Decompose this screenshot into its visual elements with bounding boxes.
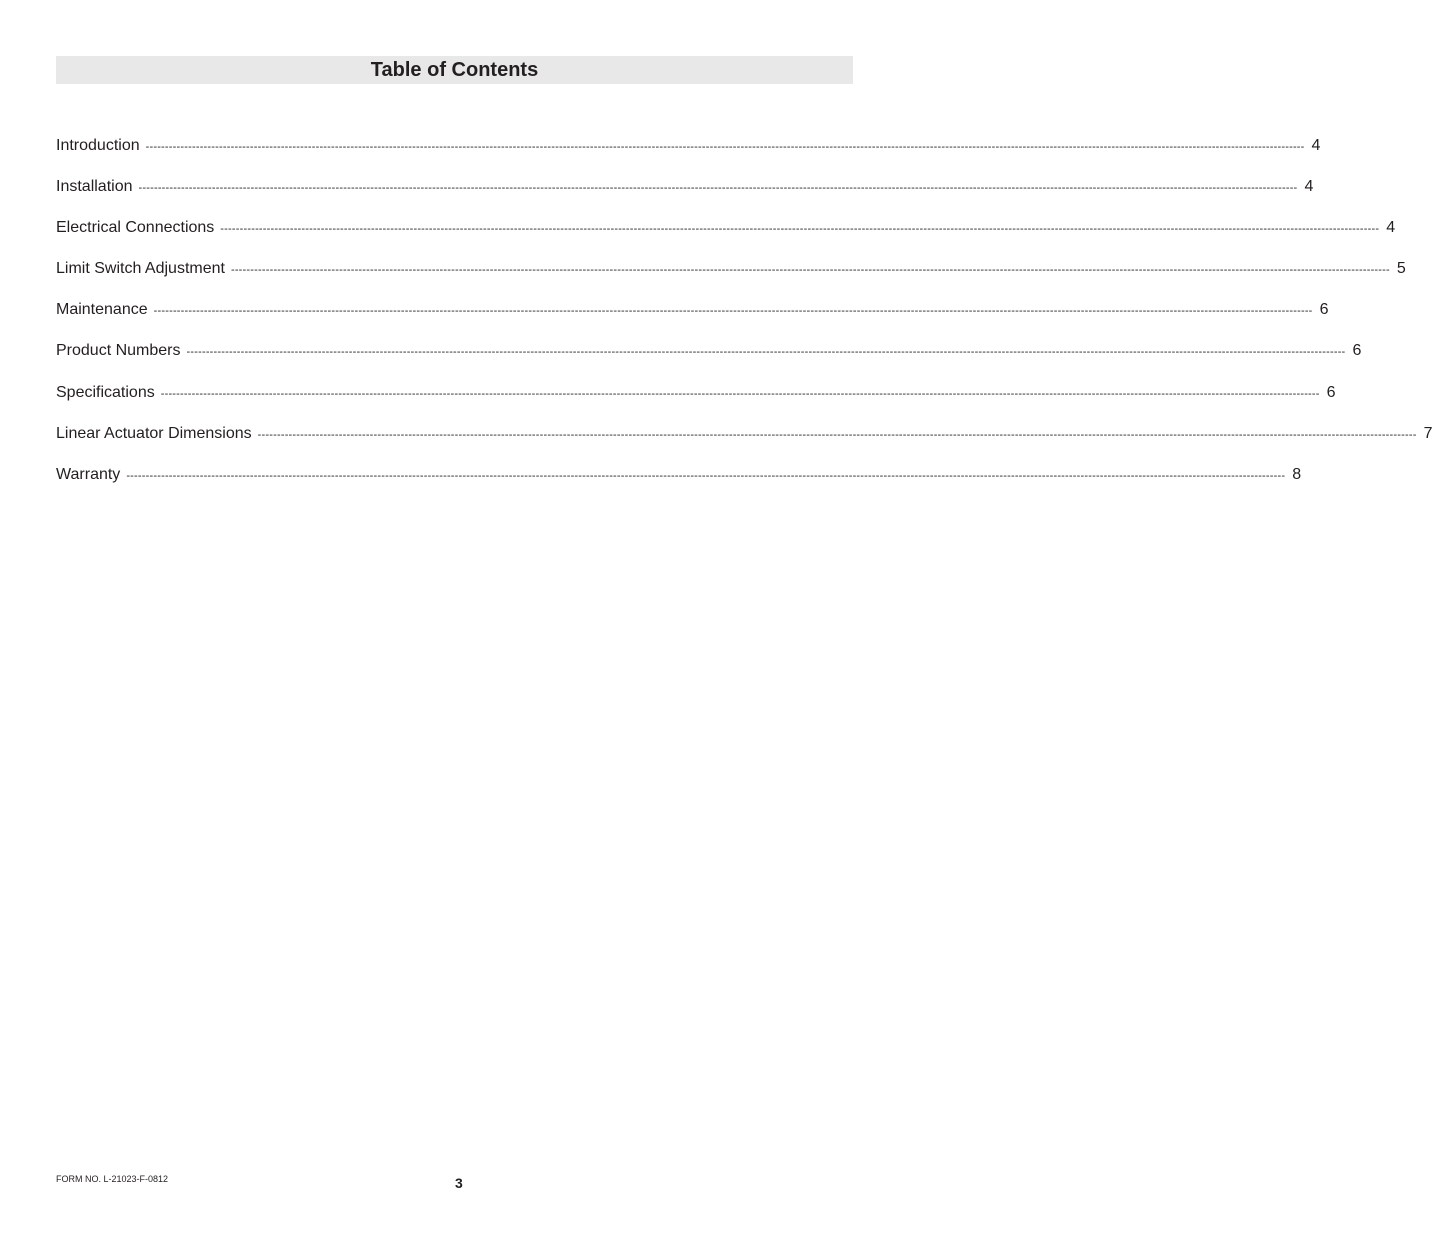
- toc-leader: ------------------------------------------------------------------------------------------------------------------------------------------------------------------------------------------------------------------------------------------------------------------------------------------------------------: [220, 223, 1380, 236]
- toc-entry-page: 7: [1423, 424, 1433, 442]
- toc-leader: ------------------------------------------------------------------------------------------------------------------------------------------------------------------------------------------------------------------------------------------------------------------------------------------------------------: [145, 141, 1305, 153]
- toc-entry[interactable]: [56, 421, 1433, 462]
- toc-leader: ------------------------------------------------------------------------------------------------------------------------------------------------------------------------------------------------------------------------------------------------------------------------------------------------------------: [230, 264, 1390, 277]
- toc-leader: ------------------------------------------------------------------------------------------------------------------------------------------------------------------------------------------------------------------------------------------------------------------------------------------------------------: [160, 387, 1320, 400]
- toc-leader: ------------------------------------------------------------------------------------------------------------------------------------------------------------------------------------------------------------------------------------------------------------------------------------------------------------: [126, 469, 1286, 482]
- toc-entry[interactable]: [56, 256, 1406, 297]
- toc-entry-label: Warranty: [56, 465, 121, 483]
- form-number: FORM NO. L-21023-F-0812: [56, 1174, 169, 1184]
- toc-entry[interactable]: [56, 297, 1329, 338]
- toc-entry-page: 6: [1326, 383, 1336, 401]
- toc-entry[interactable]: [56, 133, 1321, 174]
- toc-entry-page: 8: [1292, 465, 1302, 483]
- toc-entry-page: 6: [1319, 301, 1329, 319]
- toc-entry[interactable]: [56, 215, 1396, 256]
- toc-entry-page: 5: [1396, 260, 1406, 278]
- toc-entry-label: Linear Actuator Dimensions: [56, 424, 252, 442]
- toc-leader: ------------------------------------------------------------------------------------------------------------------------------------------------------------------------------------------------------------------------------------------------------------------------------------------------------------: [153, 305, 1313, 318]
- toc-leader: ------------------------------------------------------------------------------------------------------------------------------------------------------------------------------------------------------------------------------------------------------------------------------------------------------------: [257, 428, 1417, 441]
- page-title: Table of Contents: [370, 59, 539, 81]
- toc-leader: ------------------------------------------------------------------------------------------------------------------------------------------------------------------------------------------------------------------------------------------------------------------------------------------------------------: [138, 182, 1298, 195]
- toc-header-band: [56, 56, 853, 84]
- toc-leader: ------------------------------------------------------------------------------------------------------------------------------------------------------------------------------------------------------------------------------------------------------------------------------------------------------------: [186, 346, 1346, 359]
- toc-entry-label: Electrical Connections: [56, 219, 215, 237]
- toc-entry-page: 4: [1304, 178, 1314, 196]
- toc-entry-page: 6: [1352, 342, 1362, 360]
- toc-entry-label: Specifications: [56, 383, 155, 401]
- toc-entry-label: Maintenance: [56, 301, 148, 319]
- toc-entry[interactable]: [56, 174, 1314, 215]
- page-number: 3: [455, 1175, 463, 1191]
- toc-entry-label: Limit Switch Adjustment: [56, 260, 225, 278]
- toc-list: [56, 133, 1433, 503]
- toc-entry-label: Introduction: [56, 137, 140, 154]
- toc-entry[interactable]: [56, 462, 1302, 503]
- toc-entry-label: Installation: [56, 178, 133, 196]
- toc-entry-page: 4: [1311, 137, 1321, 154]
- toc-entry-label: Product Numbers: [56, 342, 181, 360]
- toc-entry[interactable]: [56, 338, 1362, 379]
- toc-entry-page: 4: [1386, 219, 1396, 237]
- toc-entry[interactable]: [56, 380, 1336, 421]
